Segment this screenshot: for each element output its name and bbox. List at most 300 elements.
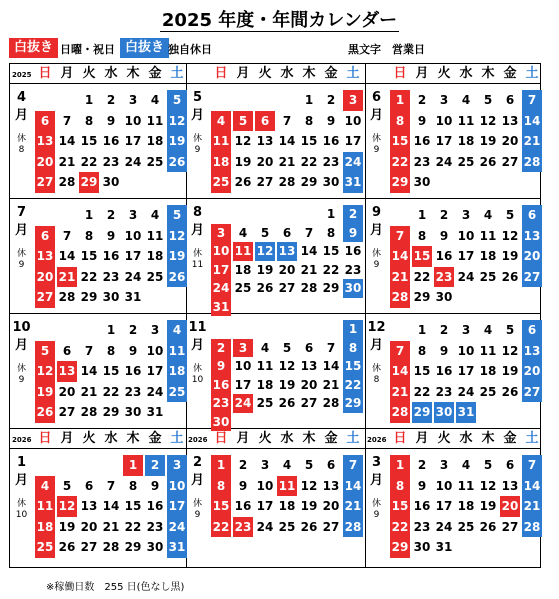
day-cell: 31 — [456, 402, 476, 423]
day-cell: 31 — [167, 537, 187, 558]
weekday-header: 木 — [481, 66, 495, 81]
day-cell: 27 — [35, 287, 55, 308]
day-cell: 26 — [58, 540, 76, 554]
day-cell: 10 — [167, 476, 187, 497]
day-cell: 25 — [146, 269, 164, 284]
day-cell: 1 — [390, 90, 410, 111]
month-label: 10 — [12, 320, 31, 335]
day-cell: 6 — [35, 226, 55, 247]
day-cell: 11 — [35, 496, 55, 517]
day-cell: 12 — [479, 478, 497, 493]
day-cell: 18 — [167, 361, 187, 382]
day-cell: 26 — [234, 175, 252, 189]
day-cell: 31 — [343, 172, 363, 193]
day-cell: 2 — [238, 458, 248, 472]
day-cell: 3 — [439, 458, 449, 472]
day-cell: 1 — [417, 323, 427, 337]
day-cell: 5 — [505, 323, 515, 337]
day-cell: 1 — [390, 455, 410, 476]
day-cell: 28 — [343, 517, 363, 538]
day-cell: 4 — [282, 458, 292, 472]
month-unit: 月 — [14, 338, 28, 353]
row-divider — [10, 83, 540, 84]
day-cell: 5 — [167, 205, 187, 226]
day-cell: 20 — [80, 519, 98, 534]
day-cell: 12 — [167, 111, 187, 132]
month-label: 5 — [192, 90, 203, 105]
day-cell: 25 — [479, 269, 497, 284]
day-cell: 23 — [211, 394, 231, 413]
day-cell: 26 — [167, 152, 187, 173]
day-cell: 21 — [58, 154, 76, 169]
day-cell: 6 — [522, 205, 542, 226]
day-cell: 2 — [128, 323, 138, 337]
day-cell: 16 — [234, 499, 252, 513]
day-cell: 6 — [84, 478, 94, 493]
legend-red-swatch: 白抜き — [9, 38, 58, 58]
day-cell: 22 — [343, 376, 363, 395]
day-cell: 1 — [417, 208, 427, 222]
day-cell: 14 — [58, 249, 76, 263]
day-cell: 7 — [326, 340, 336, 355]
day-cell: 1 — [343, 320, 363, 339]
day-cell: 11 — [479, 228, 497, 243]
day-cell: 20 — [256, 154, 274, 169]
day-cell: 20 — [522, 246, 542, 267]
weekday-header: 金 — [324, 66, 338, 81]
day-cell: 15 — [80, 134, 98, 148]
day-cell: 31 — [124, 290, 142, 304]
holiday-count: 休 9 — [16, 249, 26, 270]
holiday-count: 休 11 — [191, 249, 204, 270]
weekday-header: 木 — [126, 431, 140, 446]
day-cell: 28 — [80, 405, 98, 419]
day-cell: 3 — [128, 93, 138, 107]
day-cell: 13 — [522, 226, 542, 247]
holiday-count: 休 9 — [16, 364, 26, 385]
day-cell: 10 — [124, 228, 142, 243]
month-unit: 月 — [14, 108, 28, 123]
month-label: 8 — [192, 205, 203, 220]
day-cell: 25 — [35, 537, 55, 558]
day-cell: 21 — [522, 131, 542, 152]
day-cell: 26 — [35, 402, 55, 423]
day-cell: 4 — [35, 476, 55, 497]
day-cell: 6 — [255, 111, 275, 132]
day-cell: 14 — [278, 134, 296, 148]
day-cell: 10 — [457, 228, 475, 243]
weekday-header: 日 — [214, 66, 228, 81]
weekday-header: 水 — [459, 431, 473, 446]
day-cell: 16 — [102, 134, 120, 148]
holiday-count: 休 9 — [371, 249, 381, 270]
weekday-header: 日 — [38, 431, 52, 446]
day-cell: 8 — [326, 225, 336, 240]
month-label: 1 — [16, 455, 27, 470]
weekday-header: 水 — [280, 431, 294, 446]
month-unit: 月 — [369, 223, 383, 238]
day-cell: 25 — [146, 154, 164, 169]
day-cell: 16 — [435, 249, 453, 263]
day-cell: 27 — [80, 540, 98, 554]
day-cell: 4 — [150, 208, 160, 222]
day-cell: 8 — [128, 478, 138, 493]
day-cell: 14 — [322, 359, 340, 373]
day-cell: 29 — [390, 537, 410, 558]
legend-blue-text: 独自休日 — [168, 43, 212, 56]
month-unit: 月 — [369, 473, 383, 488]
day-cell: 17 — [344, 134, 362, 148]
day-cell: 22 — [124, 519, 142, 534]
day-cell: 17 — [124, 134, 142, 148]
day-cell: 23 — [435, 384, 453, 399]
day-cell: 23 — [322, 154, 340, 169]
day-cell: 19 — [501, 249, 519, 263]
day-cell: 30 — [413, 175, 431, 189]
month-unit: 月 — [190, 338, 204, 353]
day-cell: 29 — [322, 281, 340, 295]
legend-black-text: 黒文字 営業日 — [348, 43, 425, 56]
legend-blue-swatch: 白抜き — [120, 38, 169, 58]
day-cell: 13 — [501, 113, 519, 128]
holiday-count: 休 10 — [191, 364, 204, 385]
day-cell: 10 — [256, 478, 274, 493]
weekday-header: 火 — [437, 431, 451, 446]
day-cell: 6 — [505, 458, 515, 472]
day-cell: 24 — [146, 384, 164, 399]
day-cell: 13 — [501, 478, 519, 493]
day-cell: 9 — [106, 228, 116, 243]
day-cell: 19 — [501, 364, 519, 378]
day-cell: 27 — [522, 267, 542, 288]
day-cell: 8 — [211, 476, 231, 497]
day-cell: 19 — [58, 519, 76, 534]
day-cell: 1 — [84, 93, 94, 107]
day-cell: 15 — [343, 357, 363, 376]
day-cell: 25 — [278, 519, 296, 534]
day-cell: 2 — [326, 93, 336, 107]
day-cell: 8 — [343, 339, 363, 358]
day-cell: 13 — [80, 499, 98, 513]
day-cell: 1 — [84, 208, 94, 222]
day-cell: 8 — [417, 343, 427, 358]
day-cell: 12 — [57, 496, 77, 517]
day-cell: 12 — [255, 242, 275, 261]
day-cell: 24 — [167, 517, 187, 538]
month-label: 7 — [16, 205, 27, 220]
weekday-header: 火 — [258, 66, 272, 81]
day-cell: 11 — [211, 131, 231, 152]
day-cell: 17 — [457, 364, 475, 378]
day-cell: 21 — [57, 267, 77, 288]
day-cell: 10 — [435, 478, 453, 493]
day-cell: 7 — [522, 455, 542, 476]
day-cell: 11 — [277, 476, 297, 497]
day-cell: 14 — [58, 134, 76, 148]
day-cell: 18 — [211, 152, 231, 173]
day-cell: 21 — [102, 519, 120, 534]
day-cell: 30 — [211, 413, 231, 432]
day-cell: 28 — [278, 175, 296, 189]
day-cell: 26 — [501, 384, 519, 399]
day-cell: 22 — [211, 517, 231, 538]
holiday-count: 休 9 — [192, 499, 202, 520]
day-cell: 10 — [146, 343, 164, 358]
day-cell: 13 — [300, 359, 318, 373]
day-cell: 14 — [390, 361, 410, 382]
day-cell: 29 — [390, 172, 410, 193]
day-cell: 14 — [390, 246, 410, 267]
day-cell: 18 — [35, 517, 55, 538]
day-cell: 21 — [80, 384, 98, 399]
day-cell: 30 — [413, 540, 431, 554]
weekday-header: 土 — [346, 66, 360, 81]
day-cell: 4 — [150, 93, 160, 107]
day-cell: 1 — [211, 455, 231, 476]
weekday-header: 日 — [38, 66, 52, 81]
day-cell: 18 — [457, 499, 475, 513]
day-cell: 16 — [413, 134, 431, 148]
day-cell: 21 — [390, 267, 410, 288]
day-cell: 3 — [233, 339, 253, 358]
day-cell: 27 — [522, 382, 542, 403]
day-cell: 17 — [211, 261, 231, 280]
day-cell: 4 — [211, 111, 231, 132]
day-cell: 17 — [146, 364, 164, 378]
day-cell: 9 — [106, 113, 116, 128]
day-cell: 2 — [439, 323, 449, 337]
day-cell: 28 — [58, 290, 76, 304]
day-cell: 17 — [256, 499, 274, 513]
day-cell: 16 — [435, 364, 453, 378]
day-cell: 26 — [278, 396, 296, 410]
day-cell: 8 — [84, 228, 94, 243]
day-cell: 19 — [167, 131, 187, 152]
day-cell: 25 — [457, 519, 475, 534]
day-cell: 25 — [211, 172, 231, 193]
day-cell: 24 — [343, 152, 363, 173]
day-cell: 27 — [501, 154, 519, 169]
weekday-header: 金 — [148, 66, 162, 81]
day-cell: 1 — [326, 207, 336, 221]
weekday-header: 木 — [302, 431, 316, 446]
weekday-header: 土 — [525, 66, 539, 81]
day-cell: 28 — [300, 281, 318, 295]
holiday-count: 休 9 — [192, 134, 202, 155]
day-cell: 22 — [413, 384, 431, 399]
day-cell: 11 — [233, 242, 253, 261]
day-cell: 19 — [256, 262, 274, 277]
day-cell: 13 — [35, 246, 55, 267]
day-cell: 15 — [413, 364, 431, 378]
day-cell: 4 — [461, 93, 471, 107]
day-cell: 29 — [79, 172, 99, 193]
day-cell: 13 — [522, 341, 542, 362]
day-cell: 19 — [479, 134, 497, 148]
day-cell: 25 — [256, 396, 274, 410]
day-cell: 5 — [505, 208, 515, 222]
weekday-header: 火 — [82, 431, 96, 446]
day-cell: 20 — [501, 134, 519, 148]
day-cell: 28 — [522, 152, 542, 173]
day-cell: 13 — [322, 478, 340, 493]
day-cell: 26 — [300, 519, 318, 534]
day-cell: 24 — [256, 519, 274, 534]
day-cell: 4 — [238, 225, 248, 240]
day-cell: 6 — [304, 340, 314, 355]
day-cell: 29 — [413, 290, 431, 304]
weekday-header: 月 — [236, 431, 250, 446]
day-cell: 9 — [326, 113, 336, 128]
day-cell: 24 — [435, 154, 453, 169]
day-cell: 11 — [146, 113, 164, 128]
day-cell: 7 — [343, 455, 363, 476]
day-cell: 4 — [461, 458, 471, 472]
day-cell: 26 — [167, 267, 187, 288]
year-label: 2026 — [12, 436, 32, 444]
day-cell: 2 — [211, 339, 231, 358]
day-cell: 19 — [300, 499, 318, 513]
day-cell: 25 — [167, 382, 187, 403]
weekday-header: 木 — [302, 66, 316, 81]
day-cell: 8 — [84, 113, 94, 128]
legend-red-text: 日曜・祝日 — [60, 43, 115, 56]
day-cell: 22 — [390, 152, 410, 173]
day-cell: 3 — [167, 455, 187, 476]
day-cell: 1 — [106, 323, 116, 337]
day-cell: 31 — [211, 298, 231, 317]
day-cell: 23 — [434, 267, 454, 288]
day-cell: 29 — [412, 402, 432, 423]
day-cell: 24 — [124, 154, 142, 169]
day-cell: 9 — [439, 343, 449, 358]
weekday-header: 日 — [393, 431, 407, 446]
weekday-header: 木 — [481, 431, 495, 446]
day-cell: 5 — [167, 90, 187, 111]
day-cell: 9 — [417, 113, 427, 128]
weekday-header: 土 — [525, 431, 539, 446]
day-cell: 6 — [35, 111, 55, 132]
day-cell: 24 — [211, 279, 231, 298]
day-cell: 27 — [35, 172, 55, 193]
weekday-header: 金 — [324, 431, 338, 446]
weekday-header: 月 — [236, 66, 250, 81]
day-cell: 26 — [501, 269, 519, 284]
day-cell: 21 — [390, 382, 410, 403]
page-title: 2025 年度・年間カレンダー — [161, 10, 398, 31]
day-cell: 18 — [479, 364, 497, 378]
day-cell: 5 — [483, 458, 493, 472]
row-divider — [10, 198, 540, 199]
month-unit: 月 — [14, 473, 28, 488]
day-cell: 5 — [282, 340, 292, 355]
day-cell: 8 — [304, 113, 314, 128]
day-cell: 8 — [417, 228, 427, 243]
day-cell: 15 — [102, 364, 120, 378]
day-cell: 4 — [483, 208, 493, 222]
weekday-header: 日 — [393, 66, 407, 81]
day-cell: 12 — [35, 361, 55, 382]
day-cell: 13 — [256, 134, 274, 148]
day-cell: 17 — [435, 499, 453, 513]
day-cell: 19 — [167, 246, 187, 267]
year-label: 2025 — [12, 71, 32, 79]
day-cell: 28 — [390, 402, 410, 423]
month-label: 2 — [192, 455, 203, 470]
weekday-header: 火 — [258, 431, 272, 446]
day-cell: 23 — [124, 384, 142, 399]
day-cell: 17 — [234, 377, 252, 392]
day-cell: 20 — [58, 384, 76, 399]
day-cell: 27 — [322, 519, 340, 534]
day-cell: 19 — [35, 382, 55, 403]
day-cell: 12 — [479, 113, 497, 128]
day-cell: 27 — [300, 396, 318, 410]
day-cell: 16 — [344, 244, 362, 258]
day-cell: 27 — [256, 175, 274, 189]
day-cell: 4 — [260, 340, 270, 355]
day-cell: 9 — [211, 357, 231, 376]
day-cell: 2 — [343, 205, 363, 224]
day-cell: 3 — [211, 224, 231, 243]
day-cell: 11 — [167, 341, 187, 362]
day-cell: 3 — [128, 208, 138, 222]
month-unit: 月 — [190, 223, 204, 238]
day-cell: 15 — [300, 134, 318, 148]
day-cell: 8 — [390, 476, 410, 497]
day-cell: 6 — [282, 225, 292, 240]
day-cell: 21 — [278, 154, 296, 169]
day-cell: 25 — [234, 281, 252, 295]
day-cell: 23 — [233, 517, 253, 538]
day-cell: 20 — [278, 262, 296, 277]
day-cell: 24 — [233, 394, 253, 413]
day-cell: 7 — [390, 341, 410, 362]
month-label: 4 — [16, 90, 27, 105]
day-cell: 18 — [234, 262, 252, 277]
day-cell: 21 — [300, 262, 318, 277]
day-cell: 23 — [146, 519, 164, 534]
day-cell: 10 — [234, 359, 252, 373]
day-cell: 3 — [343, 90, 363, 111]
day-cell: 6 — [505, 93, 515, 107]
day-cell: 13 — [57, 361, 77, 382]
day-cell: 2 — [106, 208, 116, 222]
year-label: 2026 — [188, 436, 208, 444]
day-cell: 21 — [322, 377, 340, 392]
holiday-count: 休 9 — [371, 134, 381, 155]
day-cell: 10 — [124, 113, 142, 128]
day-cell: 12 — [234, 134, 252, 148]
day-cell: 27 — [58, 405, 76, 419]
day-cell: 2 — [439, 208, 449, 222]
day-cell: 30 — [343, 279, 363, 298]
day-cell: 15 — [390, 131, 410, 152]
day-cell: 22 — [322, 262, 340, 277]
day-cell: 22 — [102, 384, 120, 399]
day-cell: 17 — [435, 134, 453, 148]
day-cell: 12 — [278, 359, 296, 373]
day-cell: 8 — [106, 343, 116, 358]
month-unit: 月 — [14, 223, 28, 238]
holiday-count: 休 8 — [16, 134, 26, 155]
day-cell: 11 — [457, 478, 475, 493]
day-cell: 16 — [124, 364, 142, 378]
day-cell: 7 — [304, 225, 314, 240]
day-cell: 13 — [35, 131, 55, 152]
month-label: 9 — [371, 205, 382, 220]
day-cell: 25 — [479, 384, 497, 399]
